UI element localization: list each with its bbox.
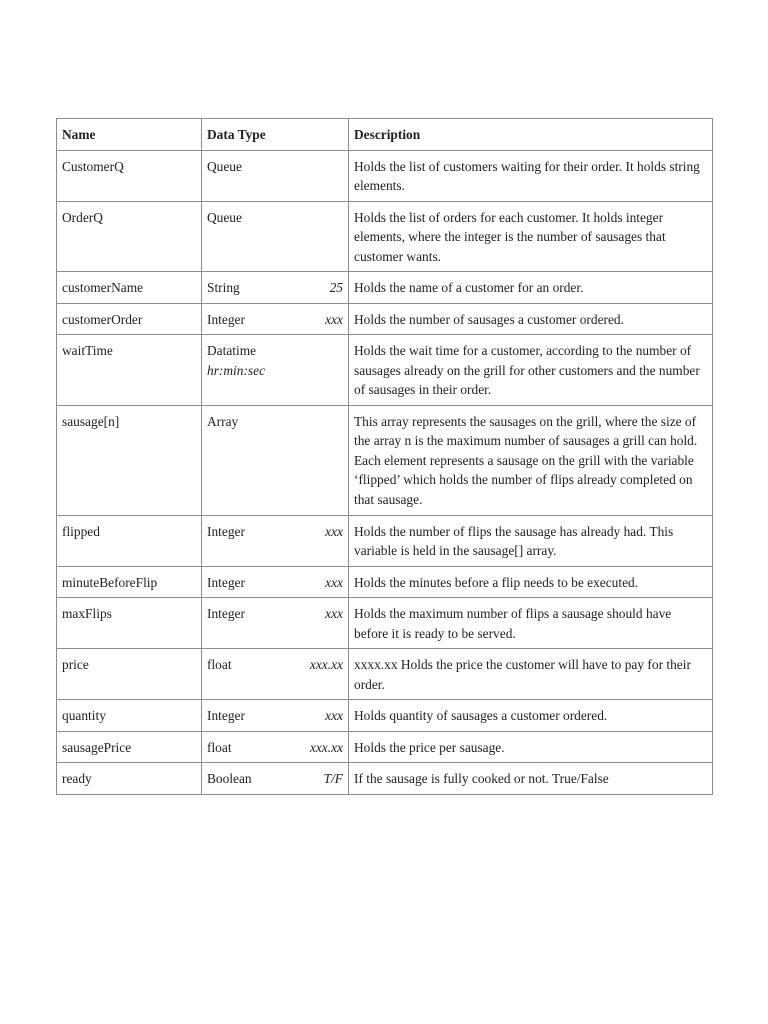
- cell-description: [349, 700, 713, 732]
- cell-description: [349, 763, 713, 795]
- description-text: Holds the number of sausages a customer ordered.: [354, 311, 624, 327]
- cell-description: [349, 566, 713, 598]
- cell-description: [349, 272, 713, 304]
- cell-data-type: [202, 272, 349, 304]
- data-type-label: Array: [207, 413, 239, 429]
- data-type-label: Integer: [207, 708, 245, 723]
- cell-description: [349, 201, 713, 272]
- data-type-label: Queue: [207, 158, 242, 174]
- cell-data-type: [202, 598, 349, 649]
- data-format-label: xxx: [325, 523, 343, 539]
- table-row: [57, 566, 713, 598]
- header-description: Description: [349, 119, 713, 151]
- cell-data-type: [202, 649, 349, 700]
- description-text: xxxx.xx Holds the price the customer will have to pay for their order.: [354, 657, 691, 692]
- cell-variable-name: quantity: [57, 700, 202, 732]
- data-format-label: hr:min:sec: [207, 362, 266, 378]
- cell-variable-name: customerName: [57, 272, 202, 304]
- cell-variable-name: customerOrder: [57, 303, 202, 335]
- description-text: Holds the price per sausage.: [354, 739, 505, 755]
- description-text: Holds the maximum number of flips a sausage should have before it is ready to be served.: [354, 606, 672, 641]
- description-text: Holds the number of flips the sausage has already had. This variable is held in the sausage[] array.: [354, 523, 674, 558]
- cell-variable-name: flipped: [57, 515, 202, 566]
- data-type-label: Boolean: [207, 771, 252, 786]
- cell-description: [349, 405, 713, 515]
- cell-data-type: [202, 515, 349, 566]
- data-format-label: xxx.xx: [309, 739, 343, 755]
- cell-data-type: [202, 700, 349, 732]
- data-type-label: Integer: [207, 574, 245, 590]
- data-format-label: 25: [329, 280, 343, 295]
- data-type-label: Integer: [207, 311, 245, 327]
- table-row: [57, 700, 713, 732]
- cell-data-type: [202, 201, 349, 272]
- data-format-label: T/F: [323, 771, 343, 786]
- table-row: [57, 335, 713, 406]
- cell-data-type: [202, 150, 349, 201]
- table-row: [57, 303, 713, 335]
- data-type-label: Integer: [207, 523, 245, 539]
- data-type-label: Datatime: [207, 343, 257, 358]
- cell-variable-name: minuteBeforeFlip: [57, 566, 202, 598]
- cell-variable-name: price: [57, 649, 202, 700]
- cell-data-type: [202, 731, 349, 763]
- cell-description: [349, 303, 713, 335]
- table-row: [57, 201, 713, 272]
- cell-variable-name: waitTime: [57, 335, 202, 406]
- cell-description: [349, 649, 713, 700]
- data-type-label: float: [207, 657, 232, 672]
- cell-variable-name: maxFlips: [57, 598, 202, 649]
- data-format-label: xxx: [325, 708, 343, 723]
- cell-data-type: [202, 763, 349, 795]
- description-text: Holds quantity of sausages a customer ordered.: [354, 708, 608, 723]
- description-text: Holds the list of customers waiting for their order. It holds string elements.: [354, 158, 700, 193]
- data-format-label: xxx: [325, 606, 343, 621]
- cell-data-type: [202, 335, 349, 406]
- table-row: [57, 763, 713, 795]
- data-type-label: String: [207, 280, 240, 295]
- table-row: [57, 515, 713, 566]
- description-text: Holds the list of orders for each customer. It holds integer elements, where the integer is the number of sausages that customer wants.: [354, 209, 666, 264]
- cell-description: [349, 515, 713, 566]
- table-row: [57, 405, 713, 515]
- cell-data-type: [202, 566, 349, 598]
- cell-variable-name: sausagePrice: [57, 731, 202, 763]
- data-type-label: Queue: [207, 209, 242, 225]
- header-name: Name: [57, 119, 202, 151]
- header-data-type: Data Type: [202, 119, 349, 151]
- description-text: Holds the minutes before a flip needs to be executed.: [354, 574, 639, 590]
- table-row: [57, 272, 713, 304]
- table-row: [57, 649, 713, 700]
- data-format-label: xxx: [325, 574, 343, 590]
- cell-description: [349, 150, 713, 201]
- table-body: [57, 150, 713, 794]
- data-format-label: xxx: [325, 311, 343, 327]
- cell-description: [349, 598, 713, 649]
- cell-variable-name: OrderQ: [57, 201, 202, 272]
- cell-variable-name: ready: [57, 763, 202, 795]
- cell-description: [349, 731, 713, 763]
- data-dictionary-table: [56, 118, 713, 795]
- cell-description: [349, 335, 713, 406]
- data-type-label: Integer: [207, 606, 245, 621]
- description-text: Holds the wait time for a customer, according to the number of sausages already on the grill for other customers and the number of sausages in their order.: [354, 343, 700, 397]
- cell-data-type: [202, 405, 349, 515]
- description-text: Holds the name of a customer for an order.: [354, 280, 584, 295]
- table-row: [57, 150, 713, 201]
- data-type-label: float: [207, 739, 232, 755]
- cell-variable-name: CustomerQ: [57, 150, 202, 201]
- table-row: [57, 731, 713, 763]
- table-header-row: [57, 119, 713, 151]
- description-text: If the sausage is fully cooked or not. True/False: [354, 771, 609, 786]
- cell-data-type: [202, 303, 349, 335]
- description-text: This array represents the sausages on the grill, where the size of the array n is the maximum number of sausages a grill can hold. Each element represents a sausage on the grill with the variable ‘flipped’ which holds the number of flips already completed on that sausage.: [354, 413, 698, 507]
- cell-variable-name: sausage[n]: [57, 405, 202, 515]
- table-row: [57, 598, 713, 649]
- data-format-label: xxx.xx: [309, 657, 343, 672]
